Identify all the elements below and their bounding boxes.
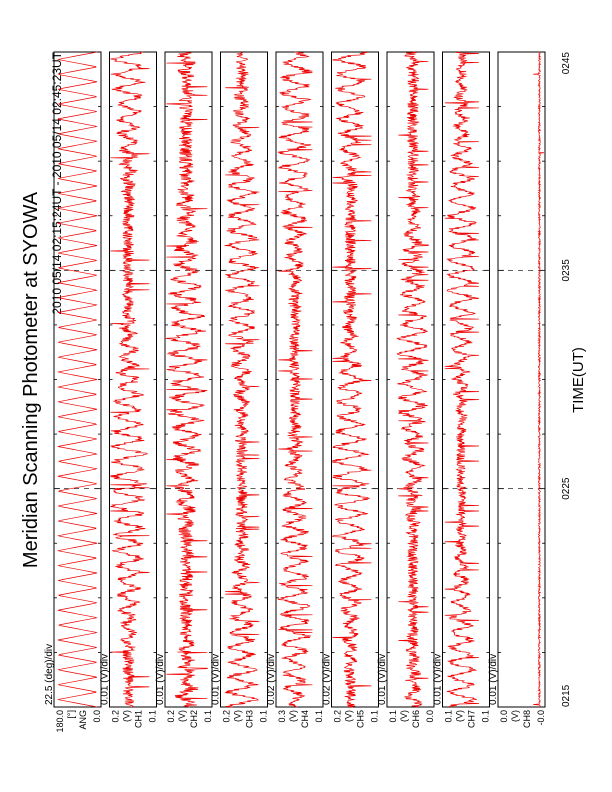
scale-label: 0.01 (V)/div	[155, 653, 166, 705]
y-unit-label: (V)	[177, 710, 187, 722]
y-tick-label: 0.2	[110, 710, 121, 723]
trace-ch1	[110, 52, 149, 707]
y-unit-label: (V)	[510, 710, 520, 722]
y-tick-label: 0.3	[277, 710, 287, 723]
scale-label: 0.01 (V)/div	[432, 653, 444, 705]
y-unit-label: [°]	[66, 710, 76, 719]
y-tick-label: 0.0	[499, 710, 509, 723]
trace-ch2	[166, 52, 207, 707]
channel-label: CH3	[244, 710, 255, 729]
y-tick-label: 0.2	[332, 710, 343, 723]
y-tick-label: 0.1	[203, 710, 213, 723]
y-tick-label: 0.0	[425, 710, 435, 723]
channel-label: CH4	[300, 710, 310, 729]
scale-label: 22.5 (deg)/div	[44, 643, 55, 705]
scale-label: 0.01 (V)/div	[210, 653, 222, 705]
y-unit-label: (V)	[288, 710, 298, 722]
chart-subtitle: 2010 05/14 02:15:24UT - 2010 05/14 02:45:23UT	[50, 52, 64, 315]
y-tick-label: 0.1	[258, 710, 269, 723]
trace-ch7	[445, 52, 479, 707]
panel-frame	[221, 52, 268, 707]
panel-frame	[387, 52, 434, 707]
y-tick-label: 0.2	[221, 710, 232, 723]
y-tick-label: 0.1	[369, 710, 380, 723]
y-tick-label: 0.1	[314, 710, 324, 723]
y-unit-label: (V)	[454, 710, 465, 722]
x-tick-label: 0215	[561, 684, 572, 707]
channel-label: CH8	[522, 710, 532, 729]
panel-ch1	[100, 52, 158, 728]
y-tick-label: 0.2	[166, 710, 176, 723]
panel-ch4	[266, 52, 324, 728]
scale-label: 0.01 (V)/div	[377, 653, 388, 705]
y-tick-label: 0.1	[388, 710, 398, 723]
panels	[44, 52, 546, 733]
channel-label: CH2	[189, 710, 199, 729]
y-unit-label: (V)	[343, 710, 354, 722]
channel-label: CH5	[355, 710, 366, 729]
channel-label: ANG	[78, 710, 88, 730]
y-unit-label: (V)	[121, 710, 132, 722]
panel-ch5	[322, 52, 380, 728]
scale-label: 0.02 (V)/div	[321, 653, 333, 705]
y-unit-label: (V)	[232, 710, 243, 722]
panel-ch8	[488, 52, 546, 728]
trace-ch6	[397, 52, 428, 707]
trace-ch4	[278, 52, 313, 707]
channel-label: CH7	[466, 710, 477, 729]
y-tick-label: 180.0	[55, 710, 65, 733]
plot-area	[20, 51, 587, 732]
channel-label: CH6	[411, 710, 421, 729]
y-tick-label: 0.0	[92, 710, 102, 723]
panel-frame	[110, 52, 157, 707]
y-tick-label: 0.1	[443, 710, 454, 723]
scale-label: 0.01 (V)/div	[488, 653, 499, 705]
trace-ang	[58, 52, 97, 707]
channel-label: CH1	[133, 710, 144, 729]
trace-ch5	[332, 52, 371, 707]
y-tick-label: -0.0	[536, 710, 546, 726]
panel-frame	[332, 52, 379, 707]
panel-ch2	[155, 52, 213, 728]
panel-ch6	[377, 52, 435, 728]
scale-label: 0.01 (V)/div	[99, 653, 111, 705]
y-tick-label: 0.1	[480, 710, 491, 723]
panel-ch7	[433, 52, 491, 728]
scale-label: 0.02 (V)/div	[266, 653, 277, 705]
y-tick-label: 0.1	[147, 710, 158, 723]
x-tick-label: 0225	[561, 477, 572, 500]
x-tick-label: 0245	[561, 52, 572, 75]
panel-ch3	[211, 52, 269, 728]
chart-title: Meridian Scanning Photometer at SYOWA	[20, 191, 42, 569]
x-tick-label: 0235	[561, 259, 572, 282]
x-axis-label: TIME(UT)	[570, 347, 587, 413]
y-unit-label: (V)	[399, 710, 409, 722]
trace-ch3	[225, 52, 260, 707]
